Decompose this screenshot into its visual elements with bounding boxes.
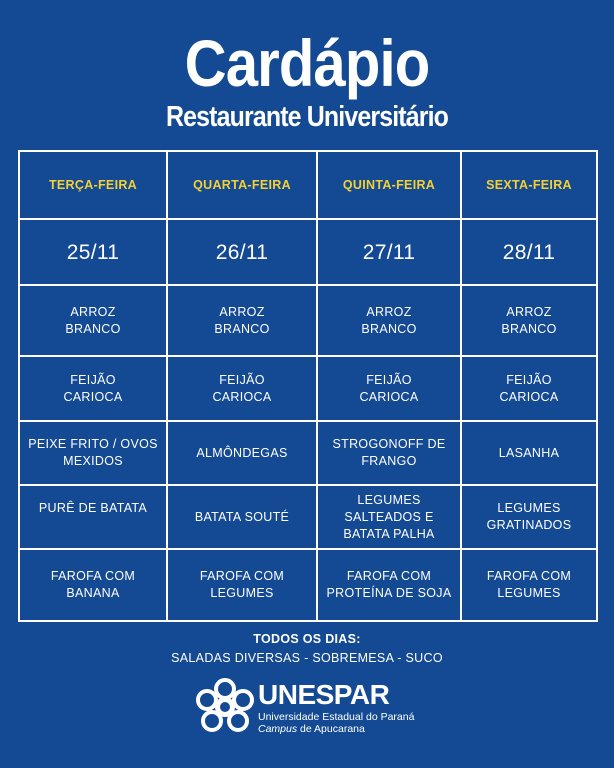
menu-cell	[167, 485, 317, 549]
table-row	[19, 151, 597, 219]
menu-item: ARROZ BRANCO	[214, 304, 270, 336]
day-header: QUINTA-FEIRA	[317, 151, 461, 219]
day-header: SEXTA-FEIRA	[461, 151, 597, 219]
menu-item: ALMÔNDEGAS	[196, 445, 288, 460]
page-title: Cardápio	[184, 26, 430, 100]
menu-item: FAROFA COM LEGUMES	[486, 569, 572, 600]
menu-table	[18, 150, 598, 622]
day-date: 28/11	[461, 219, 597, 285]
menu-cell	[19, 485, 167, 549]
menu-cell	[317, 356, 461, 421]
menu-item: ARROZ BRANCO	[501, 304, 557, 336]
menu-cell	[317, 485, 461, 549]
menu-cell	[461, 356, 597, 421]
menu-item: FEIJÃO CARIOCA	[63, 372, 123, 404]
menu-cell	[461, 485, 597, 549]
every-day-label: TODOS OS DIAS:	[253, 632, 361, 646]
menu-item: FAROFA COM PROTEÍNA DE SOJA	[326, 569, 452, 600]
menu-item: BATATA SOUTÉ	[194, 509, 290, 524]
menu-item: LASANHA	[498, 445, 560, 460]
logo-campus-rest: de Apucarana	[297, 723, 365, 735]
menu-item: PEIXE FRITO / OVOS MEXIDOS	[28, 437, 158, 468]
table-row	[19, 549, 597, 621]
menu-cell	[461, 549, 597, 621]
day-date: 27/11	[317, 219, 461, 285]
table-row	[19, 485, 597, 549]
table-row	[19, 219, 597, 285]
menu-cell	[167, 549, 317, 621]
menu-cell	[317, 421, 461, 485]
menu-item: FEIJÃO CARIOCA	[499, 372, 559, 404]
logo-campus-word: Campus	[258, 723, 298, 735]
menu-cell	[19, 285, 167, 356]
logo-campus	[258, 723, 365, 735]
day-date: 26/11	[167, 219, 317, 285]
menu-cell	[317, 285, 461, 356]
day-header: TERÇA-FEIRA	[19, 151, 167, 219]
menu-cell	[19, 421, 167, 485]
logo-name: UNESPAR	[258, 679, 390, 710]
menu-cell	[167, 285, 317, 356]
logo-university: Universidade Estadual do Paraná	[258, 711, 415, 723]
menu-item: STROGONOFF DE FRANGO	[332, 437, 446, 468]
menu-item: FAROFA COM BANANA	[50, 569, 136, 600]
menu-item: LEGUMES GRATINADOS	[486, 501, 572, 532]
table-row	[19, 285, 597, 356]
menu-cell	[167, 421, 317, 485]
table-row	[19, 421, 597, 485]
day-date: 25/11	[19, 219, 167, 285]
unespar-flower-icon	[195, 678, 255, 736]
menu-cell	[19, 549, 167, 621]
menu-item: FEIJÃO CARIOCA	[359, 372, 419, 404]
menu-item: ARROZ BRANCO	[361, 304, 417, 336]
menu-item: ARROZ BRANCO	[65, 304, 121, 336]
page-subtitle: Restaurante Universitário	[165, 101, 449, 133]
day-header: QUARTA-FEIRA	[167, 151, 317, 219]
menu-item: FAROFA COM LEGUMES	[199, 569, 285, 600]
menu-item: LEGUMES SALTEADOS E BATATA PALHA	[343, 492, 435, 541]
menu-cell	[167, 356, 317, 421]
menu-item: PURÊ DE BATATA	[38, 501, 148, 515]
menu-cell	[317, 549, 461, 621]
every-day-items: SALADAS DIVERSAS - SOBREMESA - SUCO	[171, 651, 443, 665]
table-row	[19, 356, 597, 421]
menu-cell	[461, 421, 597, 485]
menu-cell	[19, 356, 167, 421]
unespar-logo	[195, 676, 425, 738]
menu-cell	[461, 285, 597, 356]
menu-item: FEIJÃO CARIOCA	[212, 372, 272, 404]
